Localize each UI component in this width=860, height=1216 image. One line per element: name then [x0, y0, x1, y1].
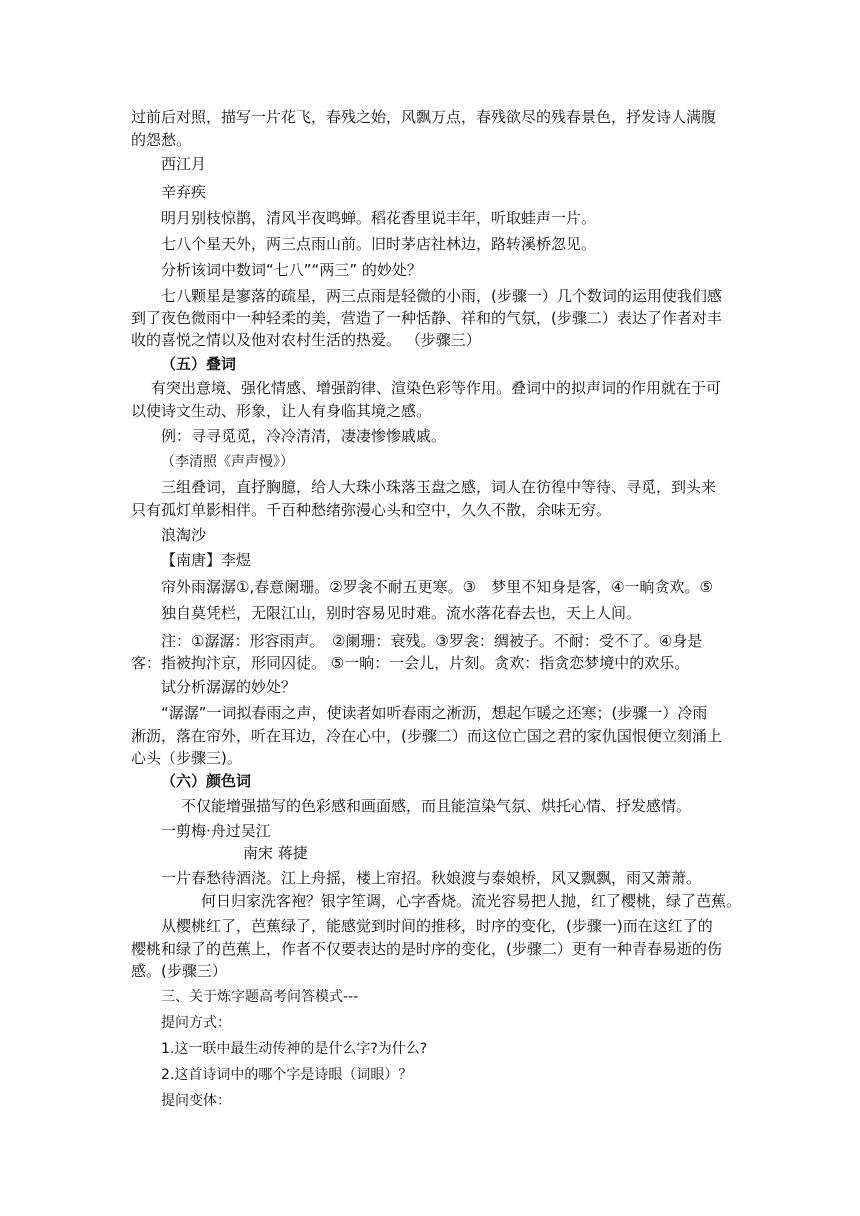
paragraph-line: 不仅能增强描写的色彩感和画面感，而且能渲染气氛、烘托心情、抒发感情。 [181, 797, 692, 815]
example-line: 例：寻寻觅觅，冷冷清清，凄凄惨惨戚戚。 [161, 427, 447, 445]
poem-author: 辛弃疾 [161, 183, 207, 201]
answer-line: 从樱桃红了，芭蕉绿了，能感觉到时间的推移，时序的变化，(步骤一)而在这红了的 [161, 917, 713, 935]
list-item: 2.这首诗词中的哪个字是诗眼（词眼）？ [161, 1067, 413, 1083]
poem-line: 何日归家洗客袍？银字笙调，心字香烧。流光容易把人抛，红了樱桃，绿了芭蕉。 [201, 892, 742, 910]
paragraph-line: 有突出意境、强化情感、增强韵律、渲染色彩等作用。叠词中的拟声词的作用就在于可 [151, 379, 722, 397]
example-source: （李清照《声声慢》） [161, 454, 294, 470]
answer-line: 樱桃和绿了的芭蕉上，作者不仅要表达的是时序的变化，(步骤二）更有一种青春易逝的伤 [131, 940, 722, 958]
answer-line: 感。(步骤三） [131, 962, 227, 980]
answer-line: 收的喜悦之情以及他对农村生活的热爱。 （步骤三） [131, 331, 481, 349]
poem-title: 一剪梅·舟过吴江 [161, 822, 271, 840]
poem-line: 一片春愁待酒浇。江上舟摇，楼上帘招。秋娘渡与泰娘桥，风又飘飘，雨又萧萧。 [161, 869, 702, 887]
poem-title: 浪淘沙 [161, 526, 207, 544]
answer-line: 淅沥，落在帘外，听在耳边，冷在心中，(步骤二）而这位亡国之君的家仇国恨便立刻涌上 [131, 727, 722, 745]
question: 分析该词中数词“七八”“两三” 的妙处？ [161, 261, 422, 279]
paragraph-line: 过前后对照，描写一片花飞，春残之始，风飘万点，春残欲尽的残春景色，抒发诗人满腹 [131, 108, 717, 126]
poem-line: 七八个星天外，两三点雨山前。旧时茅店社林边，路转溪桥忽见。 [161, 235, 597, 253]
answer-line: 只有孤灯单影相伴。千百种愁绪弥漫心头和空中，久久不散，余味无穷。 [131, 501, 612, 519]
paragraph-line: 以使诗文生动、形象，让人有身临其境之感。 [131, 402, 432, 420]
paragraph-line: 的怨愁。 [131, 131, 192, 149]
section-heading: （五）叠词 [161, 355, 237, 373]
label: 提问方式： [161, 1015, 231, 1031]
answer-line: “潺潺”一词拟春雨之声，使读者如听春雨之淅沥，想起乍暖之还寒；(步骤一）冷雨 [161, 704, 708, 722]
question: 试分析潺潺的妙处？ [161, 678, 297, 696]
poem-title: 西江月 [161, 155, 207, 173]
section-heading: （六）颜色词 [161, 772, 252, 790]
answer-line: 七八颗星是寥落的疏星，两三点雨是轻微的小雨，(步骤一）几个数词的运用使我们感 [161, 287, 722, 305]
poem-line: 独自莫凭栏，无限江山，别时容易见时难。流水落花春去也，天上人间。 [161, 604, 642, 622]
part-heading: 三、关于炼字题高考问答模式--- [161, 989, 359, 1005]
poem-author: 【南唐】李煜 [161, 551, 252, 569]
poem-line: 帘外雨潺潺①,春意阑珊。②罗衾不耐五更寒。③ 梦里不知身是客，④一晌贪欢。⑤ [161, 578, 714, 596]
list-item: 1.这一联中最生动传神的是什么字?为什么? [161, 1041, 428, 1057]
answer-line: 三组叠词，直抒胸臆，给人大珠小珠落玉盘之感，词人在彷徨中等待、寻觅，到头来 [161, 478, 717, 496]
poem-author: 南宋 蒋捷 [243, 844, 308, 862]
note-line: 注：①潺潺：形容雨声。 ②阑珊：衰残。③罗衾：绸被子。不耐：受不了。④身是 [161, 632, 703, 650]
answer-line: 到了夜色微雨中一种轻柔的美，营造了一种恬静、祥和的气氛，(步骤二）表达了作者对丰 [131, 309, 722, 327]
poem-line: 明月别枝惊鹊，清风半夜鸣蝉。稻花香里说丰年，听取蛙声一片。 [161, 209, 597, 227]
note-line: 客：指被拘汴京，形同囚徒。 ⑤一晌：一会儿，片刻。贪欢：指贪恋梦境中的欢乐。 [131, 654, 690, 672]
answer-line: 心头（步骤三)。 [131, 749, 242, 767]
label: 提问变体： [161, 1093, 231, 1109]
